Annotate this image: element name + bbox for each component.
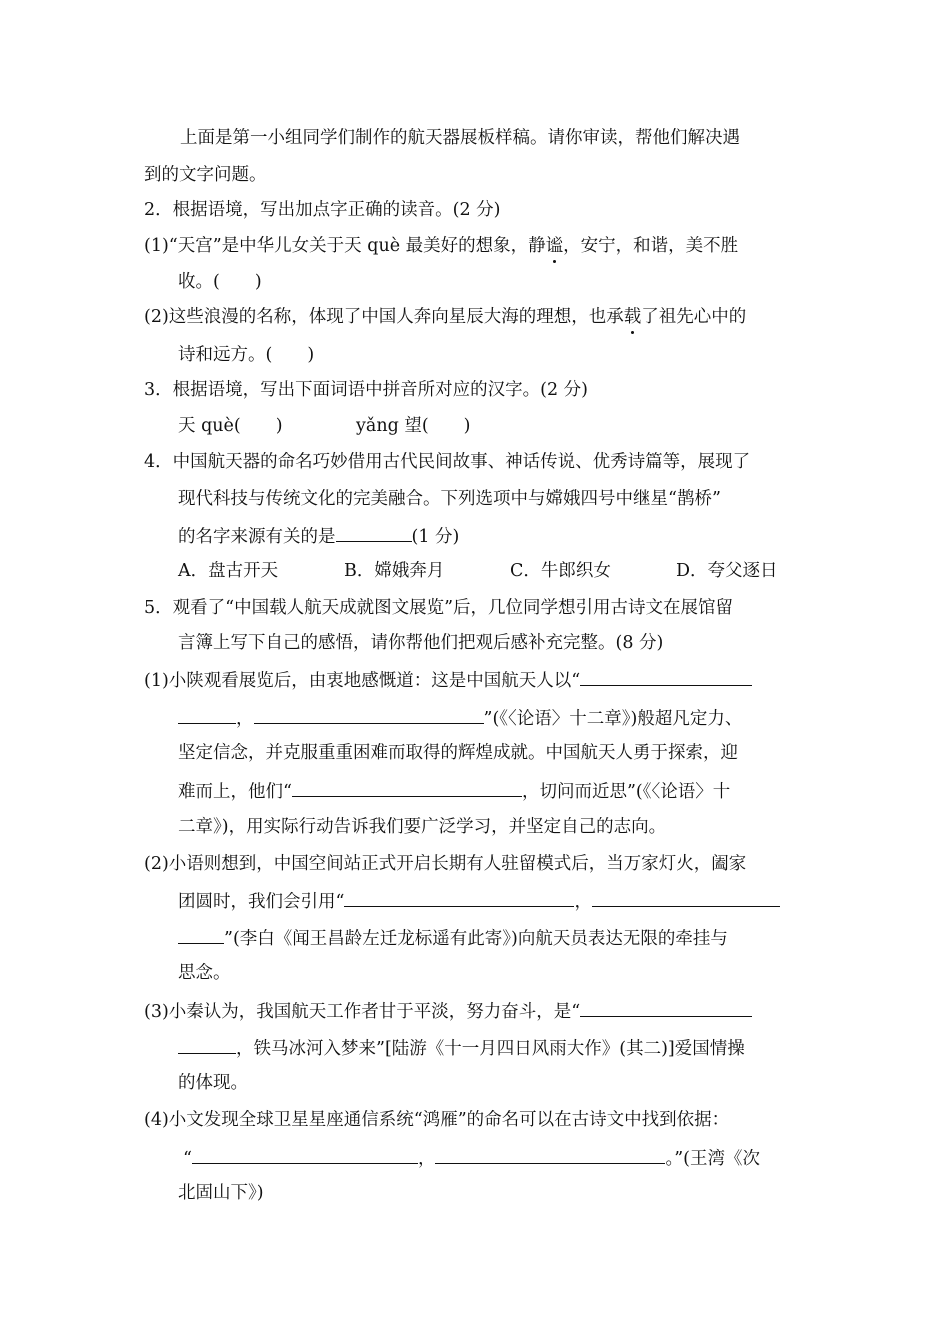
q5-p1-line-2 xyxy=(178,705,742,731)
q4-line-2: 现代科技与传统文化的完美融合。下列选项中与嫦娥四号中继星“鹊桥” xyxy=(178,489,721,509)
q5-p4-open-quote: “ xyxy=(183,1149,192,1169)
q5-p1-text-2: ”(《〈论语〉十二章》)般超凡定力、 xyxy=(483,709,743,729)
q5-p2-blank-1[interactable] xyxy=(344,888,574,907)
q5-p1-line-1 xyxy=(144,667,752,693)
q5-p3-text-1: (3)小秦认为，我国航天工作者甘于平淡，努力奋斗，是“ xyxy=(144,1002,581,1022)
q5-p2-line-3 xyxy=(178,925,728,951)
q5-p4-blank-1[interactable] xyxy=(192,1145,418,1164)
q4-option-d[interactable]: D．夸父逐日 xyxy=(676,561,778,581)
q4-line-3-text: 的名字来源有关的是 xyxy=(178,527,336,547)
q2-sub2-text-a: (2)这些浪漫的名称，体现了中国人奔向星辰大海的理想，也承 xyxy=(144,307,624,327)
q5-p1-comma: ， xyxy=(236,709,254,729)
q5-p3-blank-1a[interactable] xyxy=(580,998,752,1017)
q5-p4-text-2: 。”(王湾《次 xyxy=(665,1149,760,1169)
intro-line-2: 到的文字问题。 xyxy=(144,165,267,185)
q5-p2-text-2a: 团圆时，我们会引用“ xyxy=(178,892,345,912)
q5-p4-comma: ， xyxy=(417,1149,436,1169)
q5-p3-line-2 xyxy=(178,1035,745,1061)
q5-line-1: 5．观看了“中国载人航天成就图文展览”后，几位同学想引用古诗文在展馆留 xyxy=(144,598,734,618)
q5-p2-blank-2b[interactable] xyxy=(178,925,224,944)
q5-p4-line-3: 北固山下》) xyxy=(178,1183,264,1203)
q5-p2-comma: ， xyxy=(574,892,592,912)
q5-p3-line-3: 的体现。 xyxy=(178,1073,248,1093)
q5-p2-text-3: ”(李白《闻王昌龄左迁龙标遥有此寄》)向航天员表达无限的牵挂与 xyxy=(224,929,728,949)
q4-option-b[interactable]: B．嫦娥奔月 xyxy=(344,561,445,581)
q2-sub1-line-1 xyxy=(144,234,738,258)
intro-line-1: 上面是第一小组同学们制作的航天器展板样稿。请你审读，帮他们解决遇 xyxy=(180,128,740,148)
q5-p4-line-2 xyxy=(183,1145,760,1171)
q2-sub1-text-a: (1)“天宫”是中华儿女关于天 què 最美好的想象，静 xyxy=(144,236,546,256)
q2-sub2-line-1 xyxy=(144,305,746,329)
q4-answer-blank[interactable] xyxy=(336,523,412,542)
q5-p2-blank-2a[interactable] xyxy=(592,888,780,907)
q5-p2-line-2 xyxy=(178,888,780,914)
q5-p1-text-4b: ，切问而近思”(《〈论语〉十 xyxy=(521,782,731,802)
q4-line-3 xyxy=(178,523,459,549)
q5-p2-line-4: 思念。 xyxy=(178,963,231,983)
q4-option-c[interactable]: C．牛郎织女 xyxy=(510,561,611,581)
q5-p2-line-1: (2)小语则想到，中国空间站正式开启长期有人驻留模式后，当万家灯火，阖家 xyxy=(144,854,747,874)
q4-line-1: 4．中国航天器的命名巧妙借用古代民间故事、神话传说、优秀诗篇等，展现了 xyxy=(144,452,751,472)
q2-sub2-dotted-char: 载 xyxy=(623,307,642,327)
q5-p1-line-5: 二章》)，用实际行动告诉我们要广泛学习，并坚定自己的志向。 xyxy=(178,817,667,837)
q5-p1-line-4 xyxy=(178,778,730,804)
q2-sub1-dotted-char: 谧 xyxy=(545,236,564,256)
q3-item-1: 天 què( ) xyxy=(178,416,283,436)
q2-stem: 2．根据语境，写出加点字正确的读音。(2 分) xyxy=(144,200,501,220)
q5-p1-line-3: 坚定信念，并克服重重困难而取得的辉煌成就。中国航天人勇于探索，迎 xyxy=(178,743,738,763)
q5-p1-blank-3[interactable] xyxy=(292,778,522,797)
q3-item-2: yǎng 望( ) xyxy=(356,416,471,436)
q2-sub1-text-b: ，安宁，和谐，美不胜 xyxy=(563,236,739,256)
q5-p4-blank-2[interactable] xyxy=(435,1145,665,1164)
q4-points: (1 分) xyxy=(411,527,460,547)
q5-p1-text-1: (1)小陕观看展览后，由衷地感慨道：这是中国航天人以“ xyxy=(144,671,581,691)
q2-sub1-line-2: 收。( ) xyxy=(178,272,262,292)
q4-option-a[interactable]: A．盘古开天 xyxy=(178,561,279,581)
q5-p4-line-1: (4)小文发现全球卫星星座通信系统“鸿雁”的命名可以在古诗文中找到依据： xyxy=(144,1110,730,1130)
q5-p1-blank-1b[interactable] xyxy=(178,705,236,724)
q5-line-2: 言簿上写下自己的感悟，请你帮他们把观后感补充完整。(8 分) xyxy=(178,633,664,653)
q5-p1-blank-2[interactable] xyxy=(254,705,484,724)
q5-p1-text-4a: 难而上，他们“ xyxy=(178,782,292,802)
q3-stem: 3．根据语境，写出下面词语中拼音所对应的汉字。(2 分) xyxy=(144,380,588,400)
q5-p3-blank-1b[interactable] xyxy=(178,1035,236,1054)
q5-p3-text-2: ，铁马冰河入梦来”[陆游《十一月四日风雨大作》(其二)]爱国情操 xyxy=(236,1039,745,1059)
q5-p1-blank-1a[interactable] xyxy=(580,667,752,686)
q2-sub2-line-2: 诗和远方。( ) xyxy=(178,345,315,365)
q5-p3-line-1 xyxy=(144,998,752,1024)
q2-sub2-text-b: 了祖先心中的 xyxy=(641,307,747,327)
